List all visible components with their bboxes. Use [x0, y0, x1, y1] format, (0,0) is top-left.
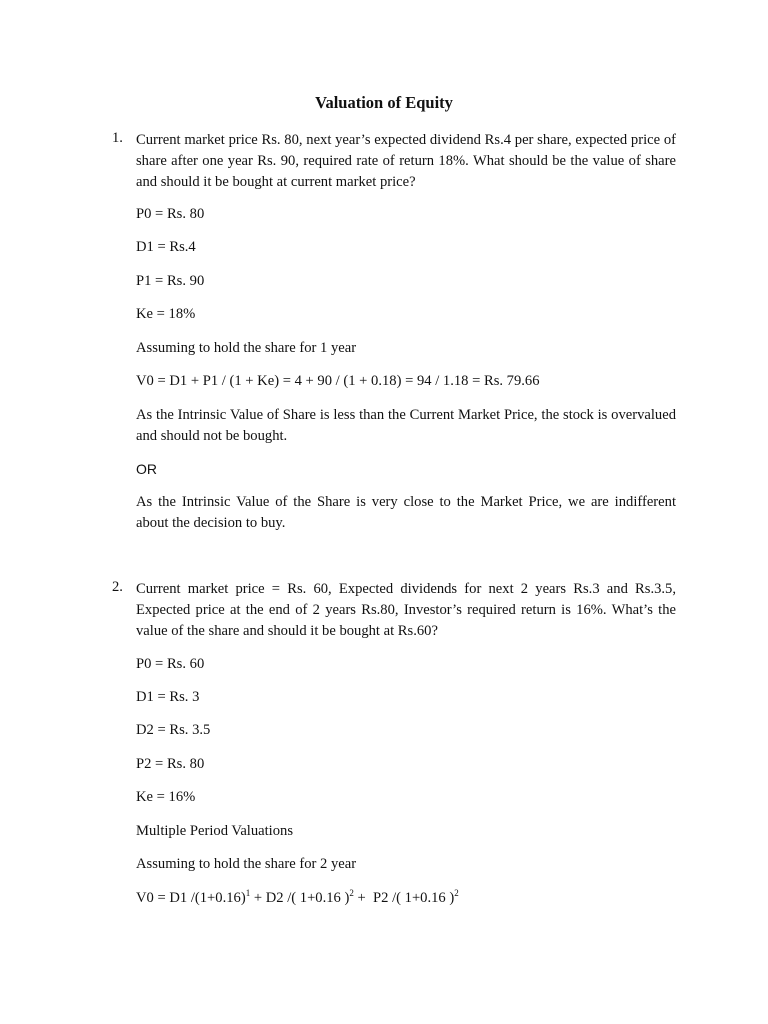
q1-formula: V0 = D1 + P1 / (1 + Ke) = 4 + 90 / (1 + 0.18) = 94 / 1.18 = Rs. 79.66 — [136, 373, 540, 389]
q2-formula-exp-2: 2 — [349, 888, 354, 898]
q1-d1-line: D1 = Rs.4 — [136, 239, 196, 255]
q1-ke-line: Ke = 18% — [136, 306, 196, 322]
q1-alternative: As the Intrinsic Value of the Share is very close to the Market Price, we are indifferent about the decision to buy. — [136, 494, 676, 531]
q2-formula — [136, 888, 676, 909]
q2-formula-exp-1: 1 — [245, 888, 251, 898]
q2-d1-line: D1 = Rs. 3 — [136, 689, 200, 705]
q1-p1-line: P1 = Rs. 90 — [136, 273, 205, 289]
q2-assumption: Assuming to hold the share for 2 year — [136, 856, 357, 872]
q2-formula-term-3: + P2 /( 1+0.16 ) — [353, 890, 455, 906]
q1-assumption: Assuming to hold the share for 1 year — [136, 340, 357, 356]
question-2-text: Current market price = Rs. 60, Expected dividends for next 2 years Rs.3 and Rs.3.5, Expected price at the end of 2 years Rs.80, Investor’s required return is 16%. What’s the value of the share and should it be bought at Rs.60? — [136, 581, 676, 639]
q2-method: Multiple Period Valuations — [136, 823, 294, 839]
question-1-number: 1. — [112, 130, 123, 146]
q2-ke-line: Ke = 16% — [136, 789, 196, 805]
q1-conclusion: As the Intrinsic Value of Share is less than the Current Market Price, the stock is overvalued and should not be bought. — [136, 407, 676, 444]
question-2-number: 2. — [112, 579, 123, 595]
document-title: Valuation of Equity — [315, 93, 453, 112]
q2-p0-line: P0 = Rs. 60 — [136, 656, 205, 672]
q1-p0-line: P0 = Rs. 80 — [136, 206, 205, 222]
question-1-text: Current market price Rs. 80, next year’s expected dividend Rs.4 per share, expected price of share after one year Rs. 90, required rate of return 18%. What should be the value of share and should it be bought at current market price? — [136, 132, 676, 190]
q2-p2-line: P2 = Rs. 80 — [136, 756, 205, 772]
q2-formula-term-2: + D2 /( 1+0.16 ) — [250, 890, 350, 906]
q2-d2-line: D2 = Rs. 3.5 — [136, 722, 211, 738]
q1-or-separator: OR — [136, 461, 157, 477]
q2-formula-exp-3: 2 — [454, 888, 459, 898]
q2-formula-term-1: V0 = D1 /(1+0.16) — [136, 890, 246, 906]
